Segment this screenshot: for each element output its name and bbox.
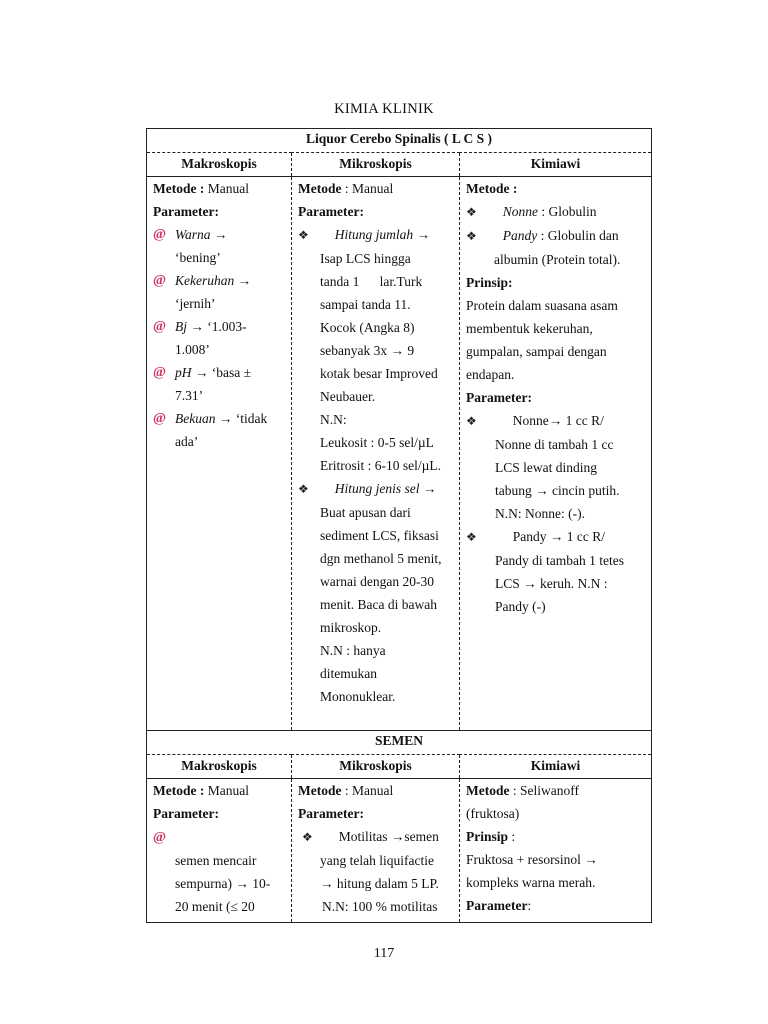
- diamond-bullet-icon: ❖: [298, 482, 309, 496]
- lcs-header-mikroskopis: Mikroskopis: [292, 153, 460, 177]
- swirl-bullet-icon: @: [153, 365, 167, 380]
- lcs-kimia-cell: Metode : ❖ Nonne : Globulin ❖ Pandy : Globulin dan albumin (Protein total). Prinsip: Protein dalam suasana asam membentuk kekeruhan, gumpalan, sampai dengan endapan. Parameter: ❖ Nonne→ 1 cc R/ Nonne di tambah 1 cc LCS lewat dinding tabung → cincin putih. N.N: Nonne: (-). ❖ Pandy → 1 cc R/ Pandy di tambah 1 tetes LCS → keruh. N.N : Pandy (-): [460, 177, 652, 731]
- lcs-mikro-cell: Metode : Manual Parameter: ❖ Hitung jumlah → Isap LCS hingga tanda 1 lar.Turk sampai tanda 11. Kocok (Angka 8) sebanyak 3x → 9 kotak besar Improved Neubauer. N.N: Leukosit : 0-5 sel/µL Eritrosit : 6-10 sel/µL. ❖ Hitung jenis sel → Buat apusan dari sediment LCS, fiksasi dgn methanol 5 menit, warnai dengan 20-30 menit. Baca di bawah mikroskop. N.N : hanya ditemukan Mononuklear.: [292, 177, 460, 731]
- page-number: 117: [373, 946, 395, 961]
- lcs-table-title: Liquor Cerebo Spinalis ( L C S ): [147, 129, 652, 153]
- swirl-bullet-icon: @: [153, 227, 167, 242]
- lcs-makro-metode-value: Manual: [204, 181, 249, 196]
- lcs-kimia-parameter-label: Parameter:: [466, 390, 532, 405]
- semen-kimia-cell: Metode : Seliwanoff (fruktosa) Prinsip : Fruktosa + resorsinol → kompleks warna merah. Parameter:: [460, 779, 652, 923]
- semen-makro-cell: Metode : Manual Parameter: @ semen mencair sempurna) → 10- 20 menit (≤ 20: [153, 783, 271, 914]
- lcs-header-makroskopis: Makroskopis: [147, 153, 292, 177]
- semen-mikro-cell: Metode : Manual Parameter: ❖ Motilitas →semen yang telah liquifactie → hitung dalam 5 LP. N.N: 100 % motilitas: [292, 779, 460, 923]
- diamond-bullet-icon: ❖: [302, 830, 313, 844]
- lcs-mikro-metode-label: Metode: [298, 181, 342, 196]
- lcs-makro-parameter-label: Parameter:: [153, 204, 219, 219]
- lcs-makro-item-bj: @ Bj → ‘1.003- 1.008’: [153, 315, 287, 361]
- lcs-hitung-jenis-title: Hitung jenis sel: [334, 481, 420, 496]
- lcs-makro-cell: [147, 177, 292, 731]
- lcs-table: [146, 128, 652, 731]
- lcs-makro-item-bekuan: @ Bekuan → ‘tidak ada’: [153, 407, 287, 453]
- swirl-bullet-icon: @: [153, 830, 167, 845]
- semen-header-mikroskopis: Mikroskopis: [292, 755, 460, 779]
- semen-table-title: SEMEN: [147, 731, 652, 755]
- lcs-hitung-jumlah-title: Hitung jumlah: [334, 227, 414, 242]
- semen-table: [146, 730, 652, 923]
- diamond-bullet-icon: ❖: [466, 414, 477, 428]
- lcs-kimia-prinsip-label: Prinsip:: [466, 275, 513, 290]
- lcs-header-kimiawi: Kimiawi: [460, 153, 652, 177]
- diamond-bullet-icon: ❖: [466, 205, 477, 219]
- lcs-kimia-nonne-body: Nonne di tambah 1 cc LCS lewat dinding tabung → cincin putih. N.N: Nonne: (-).: [495, 437, 620, 521]
- semen-header-makroskopis: Makroskopis: [147, 755, 292, 779]
- swirl-bullet-icon: @: [153, 411, 167, 426]
- lcs-mikro-metode-value: : Manual: [341, 181, 394, 196]
- swirl-bullet-icon: @: [153, 319, 167, 334]
- lcs-makro-item-ph: @ pH → ‘basa ± 7.31’: [153, 361, 287, 407]
- diamond-bullet-icon: ❖: [466, 530, 477, 544]
- diamond-bullet-icon: ❖: [298, 228, 309, 242]
- lcs-kimia-metode-label: Metode :: [466, 181, 518, 196]
- lcs-makro-item-kekeruhan: @ Kekeruhan → ‘jernih’: [153, 269, 287, 315]
- diamond-bullet-icon: ❖: [466, 229, 477, 243]
- lcs-kimia-pandy-body: Pandy di tambah 1 tetes LCS → keruh. N.N : Pandy (-): [495, 553, 624, 614]
- semen-header-kimiawi: Kimiawi: [460, 755, 652, 779]
- lcs-mikro-parameter-label: Parameter:: [298, 204, 364, 219]
- lcs-makro-metode-label: Metode :: [153, 181, 205, 196]
- lcs-hitung-jenis-body: Buat apusan dari sediment LCS, fiksasi dgn methanol 5 menit, warnai dengan 20-30 menit. Baca di bawah mikroskop. N.N : hanya ditemukan Mononuklear.: [320, 505, 442, 704]
- swirl-bullet-icon: @: [153, 273, 167, 288]
- lcs-hitung-jumlah-body: Isap LCS hingga tanda 1 lar.Turk sampai tanda 11. Kocok (Angka 8) sebanyak 3x → 9 kotak besar Improved Neubauer. N.N: Leukosit : 0-5 sel/µL Eritrosit : 6-10 sel/µL.: [320, 251, 442, 473]
- page-title: KIMIA KLINIK: [334, 101, 434, 117]
- lcs-makro-item-warna: @ Warna → ‘bening’: [153, 223, 287, 269]
